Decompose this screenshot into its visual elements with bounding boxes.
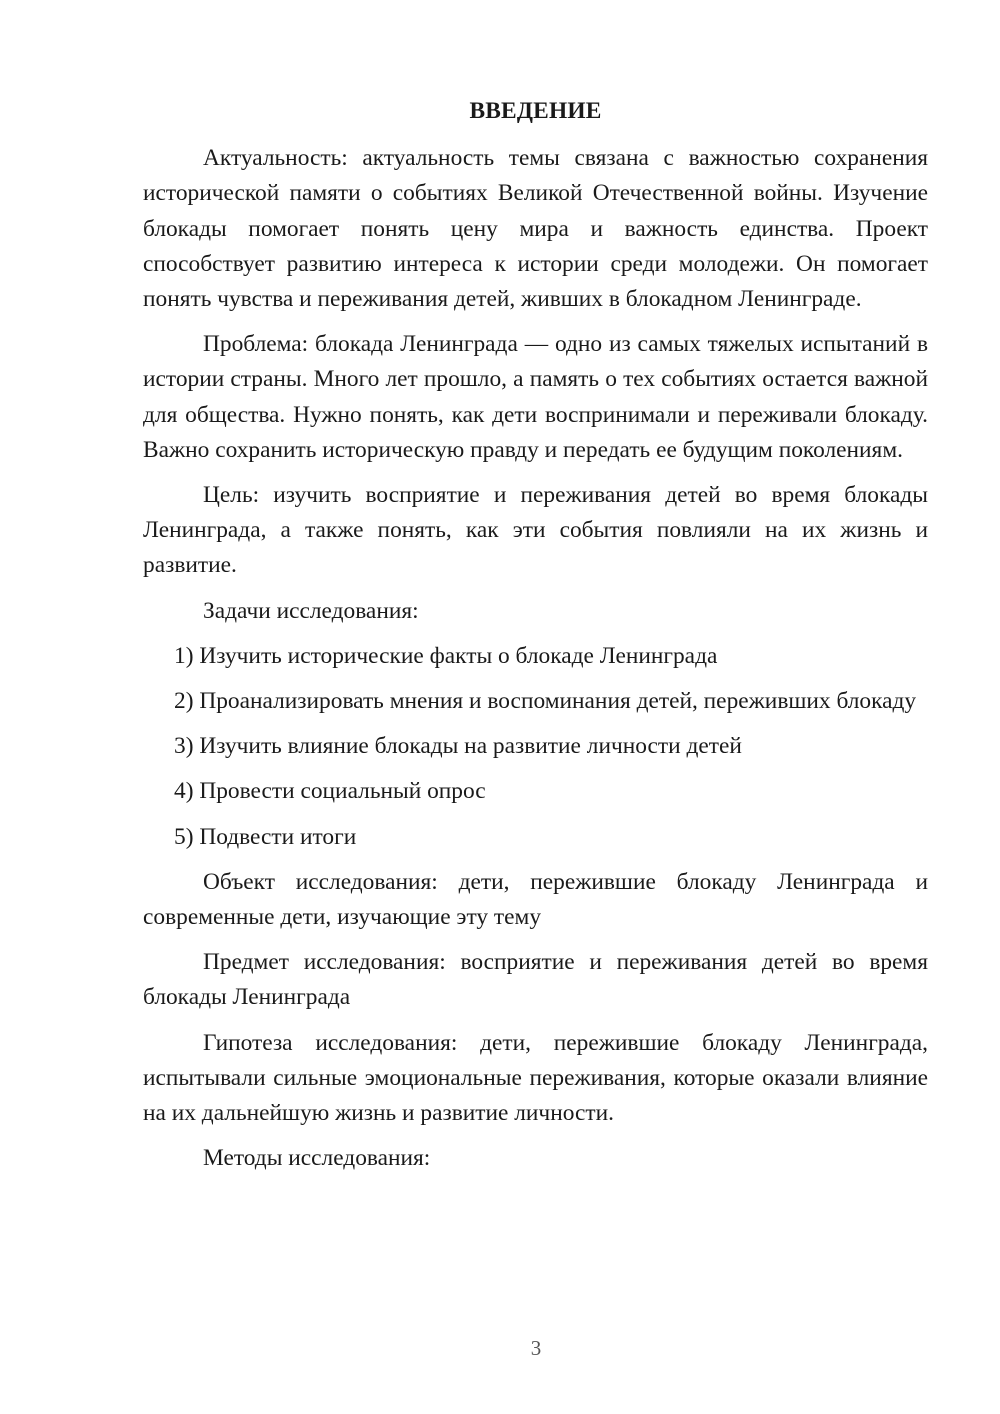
task-item-5: 5) Подвести итоги (174, 823, 357, 850)
methods-heading: Методы исследования: (203, 1145, 431, 1172)
problem-paragraph: Проблема: блокада Ленинграда — одно из самых тяжелых испытаний в истории страны. Много лет прошло, а память о тех событиях остается важной для общества. Нужно понять, как дети воспринимали и переживали блокаду. Важно сохранить историческую правду и передать ее будущим поколениям. (143, 331, 928, 463)
relevance-paragraph: Актуальность: актуальность темы связана с важностью сохранения исторической памяти о событиях Великой Отечественной войны. Изучение блокады помогает понять цену мира и важность единства. Проект способствует развитию интереса к истории среди молодежи. Он помогает понять чувства и переживания детей, живших в блокадном Ленинграде. (143, 145, 928, 313)
hypothesis-paragraph: Гипотеза исследования: дети, пережившие блокаду Ленинграда, испытывали сильные эмоциональные переживания, которые оказали влияние на их дальнейшую жизнь и развитие личности. (143, 1029, 928, 1127)
tasks-heading: Задачи исследования: (203, 597, 419, 624)
task-item-3: 3) Изучить влияние блокады на развитие личности детей (174, 733, 742, 760)
task-item-4: 4) Провести социальный опрос (174, 778, 486, 805)
task-item-1: 1) Изучить исторические факты о блокаде Ленинграда (174, 642, 718, 669)
goal-paragraph: Цель: изучить восприятие и переживания детей во время блокады Ленинграда, а также понять, как эти события повлияли на их жизнь и развитие. (143, 482, 928, 579)
section-title: ВВЕДЕНИЕ (469, 98, 602, 124)
task-item-2: 2) Проанализировать мнения и воспоминания детей, переживших блокаду (174, 688, 917, 715)
page-content (143, 94, 928, 1186)
subject-paragraph: Предмет исследования: восприятие и переживания детей во время блокады Ленинграда (143, 949, 928, 1011)
page-number: 3 (530, 1336, 542, 1360)
object-paragraph: Объект исследования: дети, пережившие блокаду Ленинграда и современные дети, изучающие эту тему (143, 868, 928, 931)
